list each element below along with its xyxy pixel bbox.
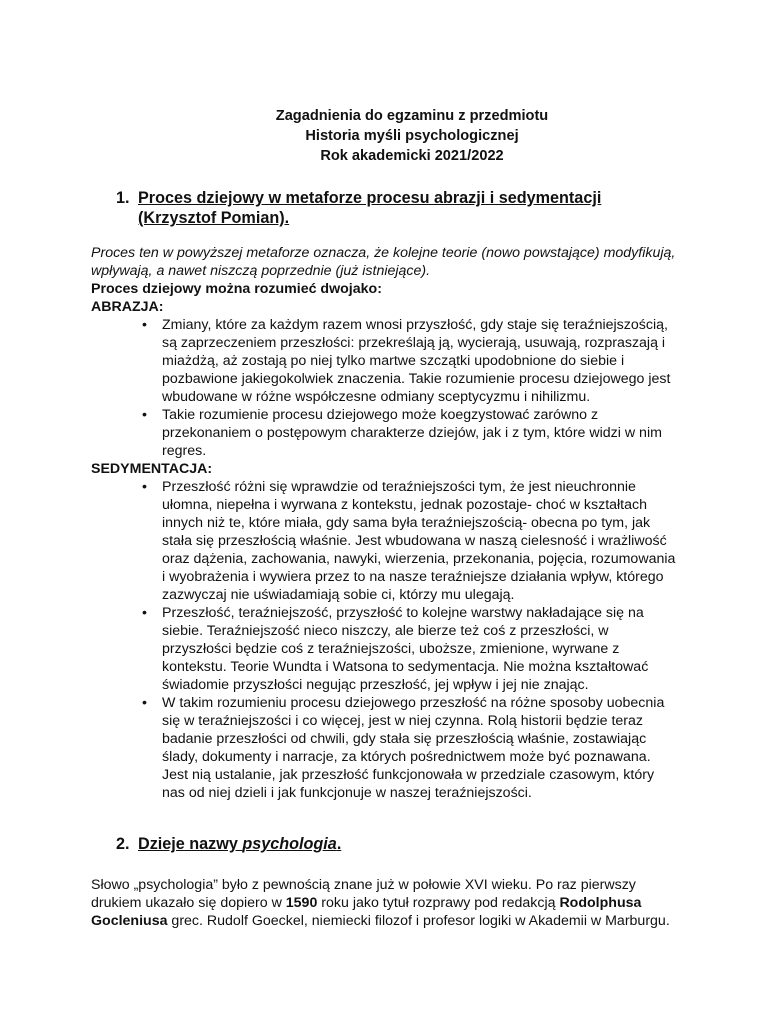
sedymentacja-list — [162, 478, 680, 802]
list-item: • Zmiany, które za każdym razem wnosi przyszłość, gdy staje się teraźniejszością, są zaprzeczeniem przeszłości: przekreślają ją, wycierają, usuwają, rozpraszają i miażdżą, aż zostają po niej tylko martwe szczątki upodobnione do siebie i pozbawione jakiegokolwiek znaczenia. Takie rozumienie procesu dziejowego jest wbudowane w różne współczesne odmiany sceptycyzmu i nihilizmu. — [162, 316, 680, 406]
paragraph-text-2: roku jako tytuł rozprawy pod redakcją — [317, 895, 560, 911]
name-highlight: Rodolphusa Gocleniusa — [91, 895, 642, 929]
list-item: • Takie rozumienie procesu dziejowego może koegzystować zarówno z przekonaniem o postępowym charakterze dziejów, jak i z tym, które widzi w nim regres. — [162, 406, 680, 460]
section-2-paragraph — [91, 876, 681, 930]
title-line-3: Rok akademicki 2021/2022 — [320, 148, 504, 164]
section-2-title-suffix: . — [336, 835, 342, 853]
section-2-title-italic: psychologia — [242, 835, 337, 853]
sedymentacja-label: SEDYMENTACJA: — [91, 461, 213, 477]
paragraph-text-1: Słowo „psychologia” było z pewnością znane już w połowie XVI wieku. Po raz pierwszy drukiem ukazało się dopiero w — [91, 877, 636, 911]
abrazja-list — [162, 316, 680, 460]
section-2-heading — [116, 834, 516, 856]
section-2-number: 2. — [116, 835, 130, 853]
section-1-lead: Proces dziejowy można rozumieć dwojako: — [91, 281, 382, 297]
abrazja-label: ABRAZJA: — [91, 299, 164, 315]
list-item: • W takim rozumieniu procesu dziejowego przeszłość na różne sposoby uobecnia się w teraźniejszości i co więcej, jest w niej czynna. Rolą historii będzie teraz badanie przeszłości od chwili, gdy stała się przeszłością właśnie, zostawiając ślady, dokumenty i narracje, za których pośrednictwem może być poznawana. Jest nią ustalanie, jak przeszłość funkcjonowała w przedziale czasowym, który nas od niej dzieli i jak funkcjonuje w naszej teraźniejszości. — [162, 694, 680, 802]
title-line-1: Zagadnienia do egzaminu z przedmiotu — [275, 108, 549, 124]
section-2-title — [138, 834, 341, 854]
year-highlight: 1590 — [285, 895, 318, 911]
section-1-title: Proces dziejowy w metaforze procesu abrazji i sedymentacji (Krzysztof Pomian). — [138, 189, 602, 227]
list-item: • Przeszłość różni się wprawdzie od teraźniejszości tym, że jest nieuchronnie ułomna, niepełna i wyrwana z kontekstu, jednak pozostaje- choć w kształtach innych niż te, które miała, gdy sama była teraźniejszością- obecna po tym, jak stała się przeszłością właśnie. Jest wbudowana w naszą cielesność i wrażliwość oraz dążenia, zachowania, nawyki, wierzenia, przekonania, pojęcia, rozumowania i wyobrażenia i wywiera przez to na nasze teraźniejsze działania wpływ, którego zazwyczaj nie uświadamiają sobie ci, którzy mu ulegają. — [162, 478, 680, 604]
paragraph-text-3: grec. Rudolf Goeckel, niemiecki filozof i profesor logiki w Akademii w Marburgu. — [167, 913, 670, 929]
section-1-heading — [116, 188, 676, 232]
document-title — [0, 106, 768, 166]
title-line-2: Historia myśli psychologicznej — [305, 128, 519, 144]
section-1-number: 1. — [116, 189, 130, 207]
section-2-title-prefix: Dzieje nazwy — [138, 835, 243, 853]
list-item: • Przeszłość, teraźniejszość, przyszłość to kolejne warstwy nakładające się na siebie. Teraźniejszość nieco niszczy, ale bierze też coś z przeszłości, w przyszłości będzie coś z teraźniejszości, uboższe, zmienione, wyrwane z kontekstu. Teorie Wundta i Watsona to sedymentacja. Nie można kształtować świadomie przyszłości negując przeszłość, jej wpływ i jej nie znając. — [162, 604, 680, 694]
section-1-intro: Proces ten w powyższej metaforze oznacza, że kolejne teorie (nowo powstające) modyfikują, wpływają, a nawet niszczą poprzednie (już istniejące). — [91, 245, 676, 279]
